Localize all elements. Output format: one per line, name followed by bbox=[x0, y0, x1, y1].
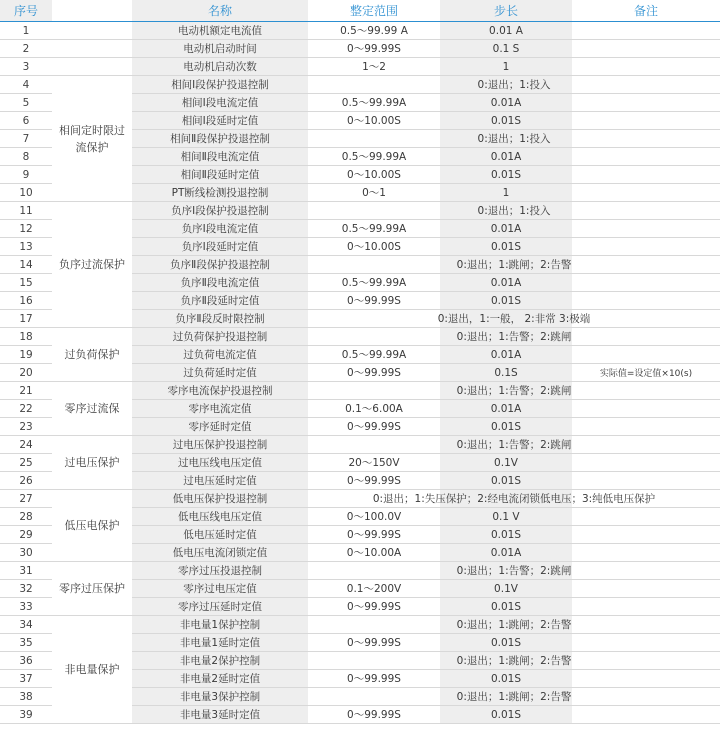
row-options: 0:退出；1:跳闸；2:告警 bbox=[308, 688, 720, 706]
row-range: 0～10.00S bbox=[308, 112, 440, 130]
row-step: 0.01A bbox=[440, 346, 572, 364]
row-step: 0.01 A bbox=[440, 22, 572, 40]
row-name: 零序电流定值 bbox=[132, 400, 308, 418]
header-name: 名称 bbox=[132, 0, 308, 22]
row-name: 电动机启动时间 bbox=[132, 40, 308, 58]
row-name: 非电量3延时定值 bbox=[132, 706, 308, 724]
group-label-text: 非电量保护 bbox=[64, 663, 120, 676]
table-row bbox=[0, 382, 720, 400]
row-name: 零序延时定值 bbox=[132, 418, 308, 436]
row-note bbox=[572, 508, 720, 526]
row-note bbox=[572, 580, 720, 598]
row-name: 负序Ⅱ段反时限控制 bbox=[132, 310, 308, 328]
row-range: 0～99.99S bbox=[308, 634, 440, 652]
row-seq: 5 bbox=[0, 94, 52, 112]
table-body bbox=[0, 22, 720, 724]
row-name: 相间Ⅰ段电流定值 bbox=[132, 94, 308, 112]
row-seq: 32 bbox=[0, 580, 52, 598]
row-range: 0～99.99S bbox=[308, 40, 440, 58]
row-name: 负序Ⅱ段延时定值 bbox=[132, 292, 308, 310]
row-range: 0～99.99S bbox=[308, 598, 440, 616]
row-range: 0～99.99S bbox=[308, 418, 440, 436]
row-step: 0.1 S bbox=[440, 40, 572, 58]
row-step: 0.01A bbox=[440, 400, 572, 418]
row-range: 0～10.00S bbox=[308, 238, 440, 256]
row-step: 0.01S bbox=[440, 112, 572, 130]
row-seq: 24 bbox=[0, 436, 52, 454]
row-step: 0.01S bbox=[440, 166, 572, 184]
row-options: 0:退出；1:告警；2:跳闸 bbox=[308, 382, 720, 400]
row-step: 0.01S bbox=[440, 670, 572, 688]
row-seq: 20 bbox=[0, 364, 52, 382]
row-seq: 16 bbox=[0, 292, 52, 310]
group-empty bbox=[52, 40, 132, 58]
row-step: 0.01S bbox=[440, 634, 572, 652]
header-note: 备注 bbox=[572, 0, 720, 22]
table-row bbox=[0, 436, 720, 454]
group-label bbox=[52, 382, 132, 436]
group-label bbox=[52, 76, 132, 202]
row-name: 过负荷延时定值 bbox=[132, 364, 308, 382]
row-note bbox=[572, 184, 720, 202]
row-seq: 11 bbox=[0, 202, 52, 220]
row-seq: 22 bbox=[0, 400, 52, 418]
row-note bbox=[572, 220, 720, 238]
table-row bbox=[0, 22, 720, 40]
row-note bbox=[572, 22, 720, 40]
row-options: 0:退出；1:投入 bbox=[308, 130, 720, 148]
row-range: 0.5～99.99A bbox=[308, 220, 440, 238]
row-seq: 38 bbox=[0, 688, 52, 706]
row-seq: 18 bbox=[0, 328, 52, 346]
row-seq: 4 bbox=[0, 76, 52, 94]
row-options: 0:退出；1:告警；2:跳闸 bbox=[308, 328, 720, 346]
group-label-text: 低压电保护 bbox=[64, 519, 120, 532]
row-seq: 37 bbox=[0, 670, 52, 688]
header-seq: 序号 bbox=[0, 0, 52, 22]
row-range: 0～99.99S bbox=[308, 706, 440, 724]
row-seq: 36 bbox=[0, 652, 52, 670]
row-note bbox=[572, 292, 720, 310]
group-label bbox=[52, 490, 132, 562]
row-step: 0.1V bbox=[440, 454, 572, 472]
row-options: 0:退出；1:跳闸；2:告警 bbox=[308, 616, 720, 634]
row-name: 零序电流保护投退控制 bbox=[132, 382, 308, 400]
row-name: 相间Ⅱ段保护投退控制 bbox=[132, 130, 308, 148]
row-range: 20～150V bbox=[308, 454, 440, 472]
header-group bbox=[52, 0, 132, 22]
row-name: 过电压保护投退控制 bbox=[132, 436, 308, 454]
row-name: 非电量1延时定值 bbox=[132, 634, 308, 652]
row-seq: 15 bbox=[0, 274, 52, 292]
row-step: 0.1S bbox=[440, 364, 572, 382]
row-range: 0～100.0V bbox=[308, 508, 440, 526]
row-range: 0.5～99.99 A bbox=[308, 22, 440, 40]
row-options: 0:退出，1:一般， 2:非常 3:极端 bbox=[308, 310, 720, 328]
row-name: 过电压线电压定值 bbox=[132, 454, 308, 472]
row-note bbox=[572, 94, 720, 112]
row-name: 负序Ⅱ段保护投退控制 bbox=[132, 256, 308, 274]
group-label bbox=[52, 616, 132, 724]
group-label bbox=[52, 436, 132, 490]
row-name: 电动机额定电流值 bbox=[132, 22, 308, 40]
row-name: 非电量1保护控制 bbox=[132, 616, 308, 634]
row-name: 非电量2保护控制 bbox=[132, 652, 308, 670]
row-note bbox=[572, 598, 720, 616]
row-step: 0.01S bbox=[440, 292, 572, 310]
row-seq: 23 bbox=[0, 418, 52, 436]
row-range: 0.5～99.99A bbox=[308, 94, 440, 112]
row-note bbox=[572, 418, 720, 436]
row-seq: 6 bbox=[0, 112, 52, 130]
group-label bbox=[52, 202, 132, 328]
row-name: 负序Ⅰ段电流定值 bbox=[132, 220, 308, 238]
row-seq: 30 bbox=[0, 544, 52, 562]
row-step: 0.1V bbox=[440, 580, 572, 598]
row-seq: 2 bbox=[0, 40, 52, 58]
row-range: 1～2 bbox=[308, 58, 440, 76]
row-step: 0.01S bbox=[440, 238, 572, 256]
row-step: 0.01S bbox=[440, 418, 572, 436]
header-range: 整定范围 bbox=[308, 0, 440, 22]
row-name: 低电压线电压定值 bbox=[132, 508, 308, 526]
row-name: 零序过压延时定值 bbox=[132, 598, 308, 616]
row-note bbox=[572, 454, 720, 472]
row-note bbox=[572, 58, 720, 76]
table-row bbox=[0, 58, 720, 76]
group-label-text: 相间定时限过流保护 bbox=[59, 123, 125, 154]
row-options: 0:退出；1:跳闸；2:告警 bbox=[308, 256, 720, 274]
group-label-text: 零序过压保护 bbox=[59, 582, 125, 595]
row-name: 相间Ⅱ段延时定值 bbox=[132, 166, 308, 184]
row-name: 过负荷电流定值 bbox=[132, 346, 308, 364]
row-range: 0.5～99.99A bbox=[308, 274, 440, 292]
row-options: 0:退出；1:投入 bbox=[308, 202, 720, 220]
table-row bbox=[0, 76, 720, 94]
row-seq: 28 bbox=[0, 508, 52, 526]
row-note bbox=[572, 40, 720, 58]
row-range: 0～10.00A bbox=[308, 544, 440, 562]
row-step: 0.1 V bbox=[440, 508, 572, 526]
row-name: 低电压延时定值 bbox=[132, 526, 308, 544]
row-options: 0:退出；1:告警；2:跳闸 bbox=[308, 436, 720, 454]
row-step: 0.01A bbox=[440, 148, 572, 166]
row-seq: 39 bbox=[0, 706, 52, 724]
row-range: 0.1～200V bbox=[308, 580, 440, 598]
row-seq: 17 bbox=[0, 310, 52, 328]
row-seq: 7 bbox=[0, 130, 52, 148]
row-name: 过负荷保护投退控制 bbox=[132, 328, 308, 346]
row-range: 0～99.99S bbox=[308, 364, 440, 382]
row-options: 0:退出；1:投入 bbox=[308, 76, 720, 94]
row-options: 0:退出；1:失压保护；2:经电流闭锁低电压；3:纯低电压保护 bbox=[308, 490, 720, 508]
row-seq: 25 bbox=[0, 454, 52, 472]
row-note bbox=[572, 472, 720, 490]
row-name: 非电量2延时定值 bbox=[132, 670, 308, 688]
row-options: 0:退出；1:跳闸；2:告警 bbox=[308, 652, 720, 670]
table-row bbox=[0, 328, 720, 346]
row-seq: 13 bbox=[0, 238, 52, 256]
row-seq: 26 bbox=[0, 472, 52, 490]
row-name: 负序Ⅱ段电流定值 bbox=[132, 274, 308, 292]
row-seq: 31 bbox=[0, 562, 52, 580]
row-step: 0.01A bbox=[440, 274, 572, 292]
table-row bbox=[0, 202, 720, 220]
row-note bbox=[572, 346, 720, 364]
row-note bbox=[572, 400, 720, 418]
row-seq: 33 bbox=[0, 598, 52, 616]
row-step: 0.01S bbox=[440, 706, 572, 724]
row-seq: 1 bbox=[0, 22, 52, 40]
table-row bbox=[0, 562, 720, 580]
group-empty bbox=[52, 22, 132, 40]
row-range: 0.5～99.99A bbox=[308, 346, 440, 364]
row-note bbox=[572, 670, 720, 688]
group-label-text: 过电压保护 bbox=[64, 456, 120, 469]
row-name: 低电压电流闭锁定值 bbox=[132, 544, 308, 562]
row-note bbox=[572, 544, 720, 562]
row-name: 零序过电压定值 bbox=[132, 580, 308, 598]
row-step: 0.01A bbox=[440, 94, 572, 112]
row-name: 过电压延时定值 bbox=[132, 472, 308, 490]
row-note bbox=[572, 706, 720, 724]
row-note bbox=[572, 526, 720, 544]
row-seq: 10 bbox=[0, 184, 52, 202]
row-step: 0.01S bbox=[440, 598, 572, 616]
row-note bbox=[572, 166, 720, 184]
table-row bbox=[0, 490, 720, 508]
row-name: 相间Ⅰ段延时定值 bbox=[132, 112, 308, 130]
row-range: 0～99.99S bbox=[308, 292, 440, 310]
row-step: 0.01S bbox=[440, 526, 572, 544]
row-range: 0～99.99S bbox=[308, 670, 440, 688]
row-note bbox=[572, 274, 720, 292]
row-seq: 21 bbox=[0, 382, 52, 400]
row-note bbox=[572, 238, 720, 256]
row-seq: 19 bbox=[0, 346, 52, 364]
row-step: 0.01A bbox=[440, 220, 572, 238]
row-step: 0.01A bbox=[440, 544, 572, 562]
row-note bbox=[572, 148, 720, 166]
row-range: 0.1～6.00A bbox=[308, 400, 440, 418]
group-label-text: 负序过流保护 bbox=[59, 258, 125, 271]
row-name: 相间Ⅱ段电流定值 bbox=[132, 148, 308, 166]
row-range: 0～99.99S bbox=[308, 472, 440, 490]
row-note bbox=[572, 112, 720, 130]
row-range: 0～1 bbox=[308, 184, 440, 202]
row-seq: 34 bbox=[0, 616, 52, 634]
row-seq: 29 bbox=[0, 526, 52, 544]
row-note: 实际值=设定值×10(s) bbox=[572, 364, 720, 382]
table-header bbox=[0, 0, 720, 22]
row-name: 非电量3保护控制 bbox=[132, 688, 308, 706]
row-range: 0.5～99.99A bbox=[308, 148, 440, 166]
table-row bbox=[0, 40, 720, 58]
row-step: 1 bbox=[440, 184, 572, 202]
row-seq: 12 bbox=[0, 220, 52, 238]
header-step: 步长 bbox=[440, 0, 572, 22]
group-label bbox=[52, 562, 132, 616]
row-seq: 14 bbox=[0, 256, 52, 274]
row-name: 负序Ⅰ段保护投退控制 bbox=[132, 202, 308, 220]
row-seq: 27 bbox=[0, 490, 52, 508]
group-label-text: 过负荷保护 bbox=[64, 348, 120, 361]
table-row bbox=[0, 616, 720, 634]
row-seq: 9 bbox=[0, 166, 52, 184]
row-range: 0～10.00S bbox=[308, 166, 440, 184]
group-empty bbox=[52, 58, 132, 76]
row-name: 电动机启动次数 bbox=[132, 58, 308, 76]
row-name: 负序Ⅰ段延时定值 bbox=[132, 238, 308, 256]
group-label bbox=[52, 328, 132, 382]
row-name: 相间Ⅰ段保护投退控制 bbox=[132, 76, 308, 94]
group-label-text: 零序过流保 bbox=[64, 402, 120, 415]
row-seq: 3 bbox=[0, 58, 52, 76]
row-step: 0.01S bbox=[440, 472, 572, 490]
row-name: 低电压保护投退控制 bbox=[132, 490, 308, 508]
row-name: 零序过压投退控制 bbox=[132, 562, 308, 580]
row-note bbox=[572, 634, 720, 652]
row-seq: 35 bbox=[0, 634, 52, 652]
row-step: 1 bbox=[440, 58, 572, 76]
row-seq: 8 bbox=[0, 148, 52, 166]
row-options: 0:退出；1:告警；2:跳闸 bbox=[308, 562, 720, 580]
row-name: PT断线检测投退控制 bbox=[132, 184, 308, 202]
row-range: 0～99.99S bbox=[308, 526, 440, 544]
